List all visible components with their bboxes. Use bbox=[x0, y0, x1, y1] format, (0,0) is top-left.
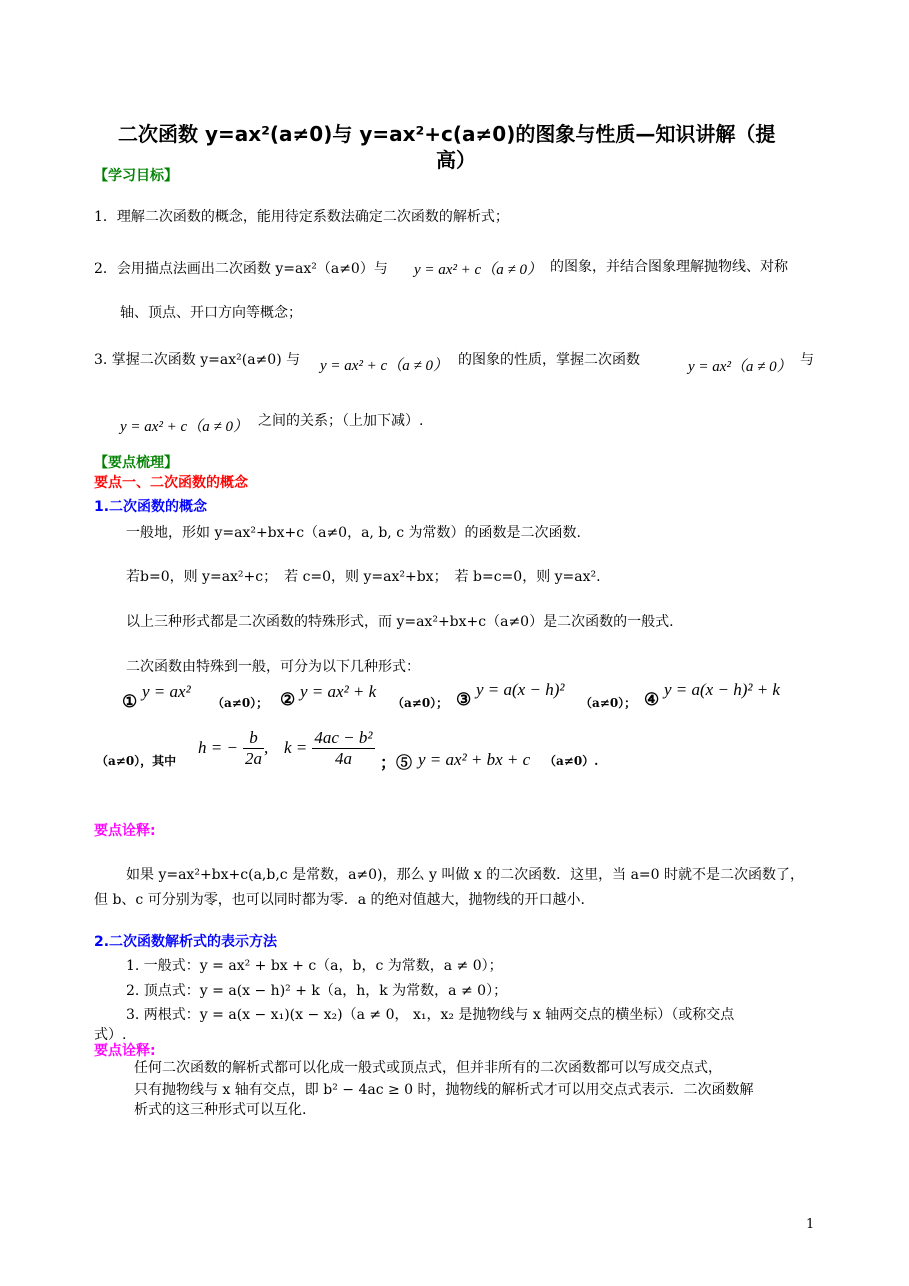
note-2-heading: 要点诠释: bbox=[94, 1043, 156, 1059]
objective-item-3-c: 与 bbox=[800, 352, 814, 368]
form-1-formula: y = ax² bbox=[142, 682, 191, 701]
objective-item-3-formula-2: y = ax²（a ≠ 0） bbox=[688, 359, 792, 375]
expression-form-roots-line-2: 式）. bbox=[94, 1027, 127, 1043]
summary-heading: 【要点梳理】 bbox=[94, 455, 178, 471]
objective-item-3-formula-1: y = ax² + c（a ≠ 0） bbox=[320, 358, 448, 374]
expression-form-vertex: 2. 顶点式：y = a(x − h)² + k（a，h，k 为常数，a ≠ 0）； bbox=[126, 983, 508, 999]
point-1-heading: 要点一、二次函数的概念 bbox=[94, 475, 248, 491]
objective-item-2-formula: y = ax² + c（a ≠ 0） bbox=[414, 262, 542, 278]
form-3-marker: ③ bbox=[456, 690, 472, 710]
objective-item-3-d: 之间的关系；（上加下减）. bbox=[258, 413, 424, 429]
expression-form-roots-line-1: 3. 两根式：y = a(x − x₁)(x − x₂)（a ≠ 0， x₁，x₂ 是抛物线与 x 轴两交点的横坐标）（或称交点 bbox=[126, 1007, 735, 1023]
paragraph-general-form: 以上三种形式都是二次函数的特殊形式，而 y=ax²+bx+c（a≠0）是二次函数的一般式. bbox=[126, 614, 674, 630]
note-2-line-2: 只有抛物线与 x 轴有交点，即 b² − 4ac ≥ 0 时，抛物线的解析式才可以用交点式表示．二次函数解 bbox=[134, 1082, 754, 1098]
k-fraction bbox=[312, 728, 374, 769]
form-5-marker: ；⑤ bbox=[380, 753, 413, 772]
k-lhs: k = bbox=[284, 738, 308, 757]
paragraph-forms-intro: 二次函数由特殊到一般，可分为以下几种形式： bbox=[126, 659, 420, 675]
note-1-heading: 要点诠释: bbox=[94, 823, 156, 839]
form-2-condition: （a≠0）； bbox=[392, 696, 449, 710]
page-number: 1 bbox=[806, 1217, 815, 1232]
form-4-formula: y = a(x − h)² + k bbox=[664, 680, 780, 699]
h-numerator: b bbox=[243, 728, 264, 749]
objective-item-1: 1．理解二次函数的概念，能用待定系数法确定二次函数的解析式； bbox=[94, 209, 509, 225]
form-3-condition: （a≠0）； bbox=[580, 696, 637, 710]
objective-item-2-a: 2．会用描点法画出二次函数 y=ax²（a≠0）与 bbox=[94, 261, 388, 277]
page-title-line1: 二次函数 y=ax²(a≠0)与 y=ax²+c(a≠0)的图象与性质—知识讲解（提 bbox=[118, 122, 776, 146]
note-2-line-3: 析式的这三种形式可以互化. bbox=[134, 1102, 307, 1118]
h-fraction bbox=[243, 728, 264, 769]
objective-item-3-formula-3: y = ax² + c（a ≠ 0） bbox=[120, 419, 248, 435]
h-definition: h = − $\frac{b}{2a}$ , bbox=[198, 728, 269, 768]
objective-item-3-a: 3. 掌握二次函数 y=ax²(a≠0) 与 bbox=[94, 352, 301, 368]
k-definition bbox=[284, 728, 375, 769]
k-denominator: 4a bbox=[334, 749, 352, 768]
form-4-condition: （a≠0），其中 bbox=[96, 754, 177, 768]
objective-item-2-c: 轴、顶点、开口方向等概念； bbox=[120, 305, 302, 321]
form-2-formula: y = ax² + k bbox=[300, 682, 377, 701]
paragraph-definition: 一般地，形如 y=ax²+bx+c（a≠0，a, b, c 为常数）的函数是二次函数. bbox=[126, 525, 581, 541]
subsection-1-heading: 1.二次函数的概念 bbox=[94, 499, 208, 515]
h-lhs: h = − bbox=[198, 738, 238, 757]
h-denominator: 2a bbox=[245, 749, 263, 768]
form-1-condition: （a≠0）； bbox=[212, 696, 269, 710]
note-1-line-1: 如果 y=ax²+bx+c(a,b,c 是常数，a≠0)，那么 y 叫做 x 的二次函数．这里，当 a=0 时就不是二次函数了， bbox=[126, 867, 805, 883]
form-2-marker: ② bbox=[280, 690, 296, 710]
subsection-2-heading: 2.二次函数解析式的表示方法 bbox=[94, 934, 278, 950]
form-3-formula: y = a(x − h)² bbox=[476, 680, 565, 699]
objective-item-3-b: 的图象的性质，掌握二次函数 bbox=[458, 352, 640, 368]
form-5-formula: y = ax² + bx + c bbox=[418, 750, 531, 769]
objectives-heading: 【学习目标】 bbox=[94, 168, 178, 184]
form-5-condition: （a≠0）. bbox=[544, 754, 599, 768]
paragraph-special-cases: 若b=0，则 y=ax²+c； 若 c=0，则 y=ax²+bx； 若 b=c=0，则 y=ax². bbox=[126, 569, 601, 585]
k-numerator: 4ac − b² bbox=[314, 728, 373, 747]
objective-item-2-b: 的图象，并结合图象理解抛物线、对称 bbox=[550, 259, 788, 275]
note-1-line-2: 但 b、c 可分别为零，也可以同时都为零．a 的绝对值越大，抛物线的开口越小. bbox=[94, 892, 585, 908]
page-title-line2: 高） bbox=[436, 148, 476, 172]
note-2-line-1: 任何二次函数的解析式都可以化成一般式或顶点式，但并非所有的二次函数都可以写成交点式， bbox=[134, 1060, 722, 1076]
form-1-marker: ① bbox=[122, 692, 138, 712]
form-4-marker: ④ bbox=[644, 690, 660, 710]
expression-form-general: 1. 一般式：y = ax² + bx + c（a，b，c 为常数，a ≠ 0）； bbox=[126, 958, 503, 974]
